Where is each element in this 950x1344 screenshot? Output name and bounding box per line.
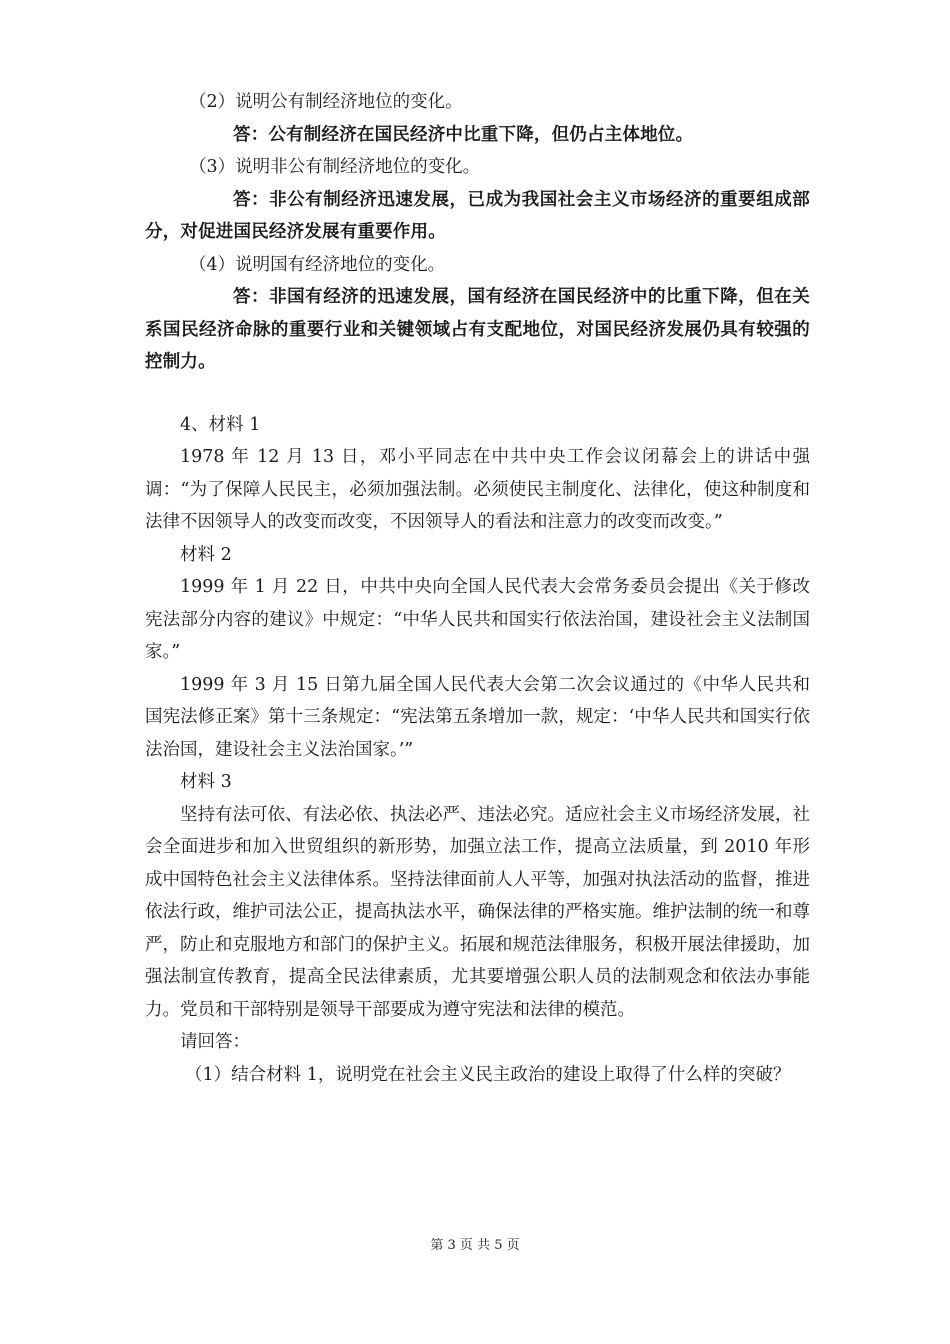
- page-footer: 第 3 页 共 5 页: [430, 1238, 520, 1253]
- material-3-heading: 材料 3: [180, 772, 232, 792]
- material-1-text: 1978 年 12 月 13 日，邓小平同志在中共中央工作会议闭幕会上的讲话中强调：“为了保障人民民主，必须加强法制。必须使民主制度化、法律化，使这种制度和法律不因领导人的改变而改变，不因领导人的看法和注意力的改变而改变。”: [145, 447, 810, 532]
- answer-3: 答：非公有制经济迅速发展，已成为我国社会主义市场经济的重要组成部分，对促进国民经济发展有重要作用。: [145, 189, 810, 242]
- question-4: （4）说明国有经济地位的变化。: [189, 254, 446, 275]
- please-answer: 请回答：: [180, 1032, 250, 1052]
- material-2-heading: 材料 2: [180, 544, 232, 565]
- spacer: [145, 379, 810, 409]
- answer-4: 答：非国有经济的迅速发展，国有经济在国民经济中的比重下降，但在关系国民经济命脉的重要行业和关键领域占有支配地位，对国民经济发展仍具有较强的控制力。: [145, 287, 810, 372]
- material-2-paragraph-2: 1999 年 3 月 15 日第九届全国人民代表大会第二次会议通过的《中华人民共和国宪法修正案》第十三条规定：“宪法第五条增加一款，规定：‘中华人民共和国实行依法治国，建设社会主义法治国家。’”: [145, 674, 810, 760]
- material-3-text: 坚持有法可依、有法必依、执法必严、违法必究。适应社会主义市场经济发展，社会全面进步和加入世贸组织的新形势，加强立法工作，提高立法质量，到 2010 年形成中国特色社会主义法律体系。坚持法律面前人人平等，加强对执法活动的监督，推进依法行政，维护司法公正，提高执法水平，确保法律的严格实施。维护法制的统一和尊严，防止和克服地方和部门的保护主义。拓展和规范法律服务，积极开展法律援助，加强法制宣传教育，提高全民法律素质，尤其要增强公职人员的法制观念和依法办事能力。党员和干部特别是领导干部要成为遵守宪法和法律的模范。: [145, 804, 810, 1020]
- question-3: （3）说明非公有制经济地位的变化。: [189, 157, 481, 177]
- material-2-paragraph-1: 1999 年 1 月 22 日，中共中央向全国人民代表大会常务委员会提出《关于修改宪法部分内容的建议》中规定：“中华人民共和国实行依法治国，建设社会主义法制国家。”: [145, 577, 810, 662]
- section-4-heading: 4、材料 1: [180, 414, 261, 435]
- page-content: [145, 86, 810, 1091]
- question-1: （1）结合材料 1，说明党在社会主义民主政治的建设上取得了什么样的突破？: [185, 1064, 791, 1085]
- answer-2: 答：公有制经济在国民经济中比重下降，但仍占主体地位。: [233, 124, 694, 145]
- question-2: （2）说明公有制经济地位的变化。: [189, 92, 463, 112]
